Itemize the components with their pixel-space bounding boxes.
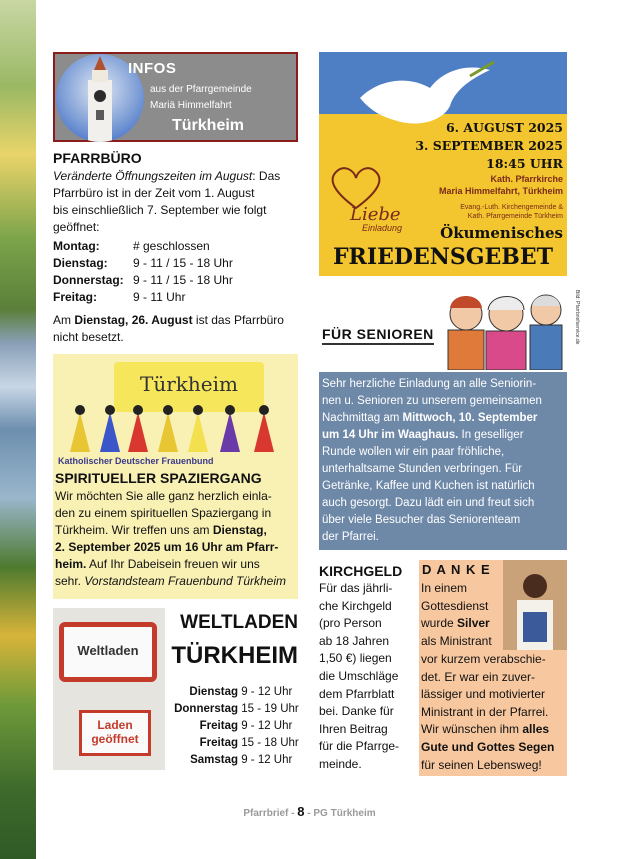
walking-figures-icon: [60, 404, 290, 456]
note-part: ist das Pfarrbüro: [192, 313, 284, 327]
event-place-1: Kath. Pfarrkirche: [490, 174, 563, 184]
pfarrbuero-line: bis einschließlich 7. September wie folgt: [53, 203, 267, 217]
pfarrbuero-intro-rest: : Das: [252, 169, 281, 183]
footer-left: Pfarrbrief -: [243, 808, 298, 819]
text-bold: alles: [522, 722, 550, 737]
text-line: che Kirchgeld: [319, 598, 392, 613]
event-place-2: Maria Himmelfahrt, Türkheim: [438, 186, 563, 196]
text-part: Türkheim. Wir treffen uns am: [55, 523, 213, 537]
hours-row: [166, 684, 300, 701]
text-part: In geselliger: [458, 429, 524, 441]
senioren-text: [322, 376, 566, 546]
text-line: über viele Besucher das Seniorenteam: [322, 514, 521, 526]
weltladen-sign: [59, 622, 157, 682]
event-date-1: 6. AUGUST 2025: [445, 120, 563, 135]
hours-row: [53, 272, 303, 289]
organizer-1: Evang.-Luth. Kirchengemeinde &: [460, 204, 563, 211]
text-line: für seinen Lebensweg!: [421, 757, 542, 772]
text-line: dem Pfarrblatt: [319, 686, 395, 701]
event-title-1: Ökumenisches: [440, 224, 563, 242]
page-number: 8: [297, 804, 305, 819]
nature-photo-strip: [0, 0, 36, 859]
event-date-2: 3. SEPTEMBER 2025: [415, 138, 563, 153]
organizer-2: Kath. Pfarrgemeinde Türkheim: [467, 213, 563, 220]
hours-day: Dienstag: [189, 686, 238, 698]
kirchgeld-text: [319, 580, 415, 774]
hours-time: 9 - 12 Uhr: [241, 686, 293, 698]
text-line: meinde.: [319, 756, 362, 771]
weltladen-title: WELTLADEN: [180, 612, 298, 633]
text-part: Wir wünschen ihm: [421, 722, 523, 737]
text-line: für die Pfarrge-: [319, 739, 400, 754]
text-line: [55, 522, 298, 539]
infos-title: INFOS: [128, 60, 177, 77]
text-line: der Pfarrei.: [322, 531, 379, 543]
laden-geoeffnet-sign: [79, 710, 151, 756]
spaziergang-heading: SPIRITUELLER SPAZIERGANG: [55, 470, 262, 486]
pfarrbuero-heading: PFARRBÜRO: [53, 150, 142, 166]
hours-day: Dienstag:: [53, 256, 108, 270]
text-bold: heim.: [55, 557, 87, 571]
spaziergang-text: [55, 488, 298, 590]
text-line: [55, 556, 298, 573]
text-bold: Dienstag,: [212, 523, 267, 537]
text-bold: Silver: [457, 616, 490, 631]
ministrant-icon: [503, 560, 567, 650]
hours-time: 15 - 18 Uhr: [241, 737, 299, 749]
kirchgeld-heading: KIRCHGELD: [319, 563, 403, 579]
hours-day: Freitag: [199, 720, 238, 732]
hours-time: 9 - 11 / 15 - 18 Uhr: [133, 256, 233, 270]
hours-time: 9 - 12 Uhr: [241, 720, 293, 732]
event-title-2: FRIEDENSGEBET: [332, 244, 554, 270]
text-line: [55, 539, 298, 556]
text-line: Ihren Beitrag: [319, 721, 388, 736]
hours-row: [166, 701, 300, 718]
hours-time: 9 - 11 Uhr: [133, 290, 186, 304]
text-line: Sehr herzliche Einladung an alle Seniorin-: [322, 378, 537, 390]
hours-day: Donnerstag: [174, 703, 238, 715]
text-part: sehr.: [55, 574, 85, 588]
text-bold: Gute und Gottes Segen: [421, 739, 555, 754]
text-line: [421, 739, 567, 757]
text-line: unterhaltsame Stunden verbringen. Für: [322, 463, 523, 475]
danke-text-bottom: [421, 651, 567, 774]
footer-right: - PG Türkheim: [304, 808, 376, 819]
text-line: den zu einem spirituellen Spaziergang in: [55, 506, 272, 520]
hours-day: Samstag: [190, 754, 238, 766]
hours-day: Freitag:: [53, 290, 98, 304]
einladung-script: Einladung: [362, 223, 403, 233]
text-bold: 2. September 2025 um 16 Uhr am Pfarr-: [55, 540, 279, 554]
ministrant-photo: [503, 560, 567, 650]
pfarrbuero-hours: [53, 238, 303, 306]
hours-row: [166, 735, 300, 752]
text-bold: um 14 Uhr im Waaghaus.: [322, 429, 459, 441]
text-line: als Ministrant: [421, 633, 492, 648]
text-line: die Umschläge: [319, 668, 399, 683]
hours-day: Montag:: [53, 239, 100, 253]
hours-time: 9 - 11 / 15 - 18 Uhr: [133, 273, 233, 287]
liebe-script: Liebe: [350, 204, 401, 225]
pfarrbuero-note: [53, 312, 303, 329]
senioren-label: FÜR SENIOREN: [322, 326, 434, 345]
pfarrbuero-line: geöffnet:: [53, 220, 100, 234]
hours-row: [53, 255, 303, 272]
banner-text: Türkheim: [140, 372, 238, 396]
frauenbund-label: Katholischer Deutscher Frauenbund: [58, 456, 214, 466]
text-line: [421, 615, 503, 633]
hours-day: Freitag: [199, 737, 238, 749]
weltladen-hours: [166, 684, 300, 769]
text-line: Wir möchten Sie alle ganz herzlich einla-: [55, 489, 272, 503]
pfarrbuero-note-end: nicht besetzt.: [53, 330, 124, 344]
text-line: auch gesorgt. Dazu lädt ein und freut sich: [322, 497, 535, 509]
hours-row: [53, 289, 303, 306]
text-signature: Vorstandsteam Frauenbund Türkheim: [84, 574, 287, 588]
image-credit: Bild: Pfarrbriefservice.de: [574, 290, 580, 345]
hours-row: [166, 752, 300, 769]
weltladen-sign-text: Weltladen: [77, 643, 139, 658]
text-line: [322, 427, 566, 444]
note-date: Dienstag, 26. August: [74, 313, 193, 327]
text-line: In einem: [421, 581, 468, 595]
text-part: Auf Ihr Dabeisein freuen wir uns: [86, 557, 260, 571]
text-line: (pro Person: [319, 616, 382, 631]
text-line: Für das jährli-: [319, 581, 393, 595]
weltladen-place: TÜRKHEIM: [171, 642, 298, 669]
weltladen-photo: [53, 608, 165, 770]
pfarrbuero-intro-em: Veränderte Öffnungszeiten im August: [53, 169, 253, 183]
infos-subtitle-parish: Mariä Himmelfahrt: [150, 100, 232, 111]
text-line: [322, 410, 566, 427]
text-line: det. Er war ein zuver-: [421, 669, 536, 684]
infos-place: Türkheim: [172, 117, 245, 134]
text-line: [421, 721, 567, 739]
hours-row: [53, 238, 303, 255]
infos-subtitle: aus der Pfarrgemeinde: [150, 84, 252, 95]
text-line: lässiger und motivierter: [421, 687, 546, 702]
text-line: [55, 573, 298, 590]
hours-time: 15 - 19 Uhr: [241, 703, 299, 715]
text-line: Ministrant in der Pfarrei.: [421, 704, 549, 719]
text-line: nen u. Senioren zu unserem gemeinsamen: [322, 395, 542, 407]
event-time: 18:45 UHR: [486, 156, 563, 171]
text-line: vor kurzem verabschie-: [421, 652, 546, 666]
note-part: Am: [53, 313, 75, 327]
text-part: Nachmittag am: [322, 412, 403, 424]
pfarrbuero-line: Pfarrbüro ist in der Zeit vom 1. August: [53, 186, 255, 200]
hours-row: [166, 718, 300, 735]
text-line: Gottesdienst: [421, 598, 489, 613]
seniors-illustration: [438, 284, 570, 370]
text-line: bei. Danke für: [319, 704, 394, 719]
danke-text-top: [421, 580, 503, 650]
page-footer: [0, 804, 619, 819]
sign-text: Laden: [97, 718, 133, 732]
text-line: Getränke, Kaffee und Kuchen ist natürlich: [322, 480, 535, 492]
text-line: Runde wollen wir ein paar fröhliche,: [322, 446, 505, 458]
sign-text: geöffnet: [91, 732, 139, 746]
text-line: ab 18 Jahren: [319, 633, 390, 648]
hours-day: Donnerstag:: [53, 273, 124, 287]
danke-heading: D A N K E: [422, 562, 491, 577]
text-part: wurde: [421, 616, 458, 631]
text-bold: Mittwoch, 10. September: [402, 412, 538, 424]
hours-time: 9 - 12 Uhr: [241, 754, 293, 766]
pfarrbuero-text: [53, 168, 303, 346]
hours-time: # geschlossen: [133, 239, 210, 253]
text-line: 1,50 €) liegen: [319, 651, 392, 666]
